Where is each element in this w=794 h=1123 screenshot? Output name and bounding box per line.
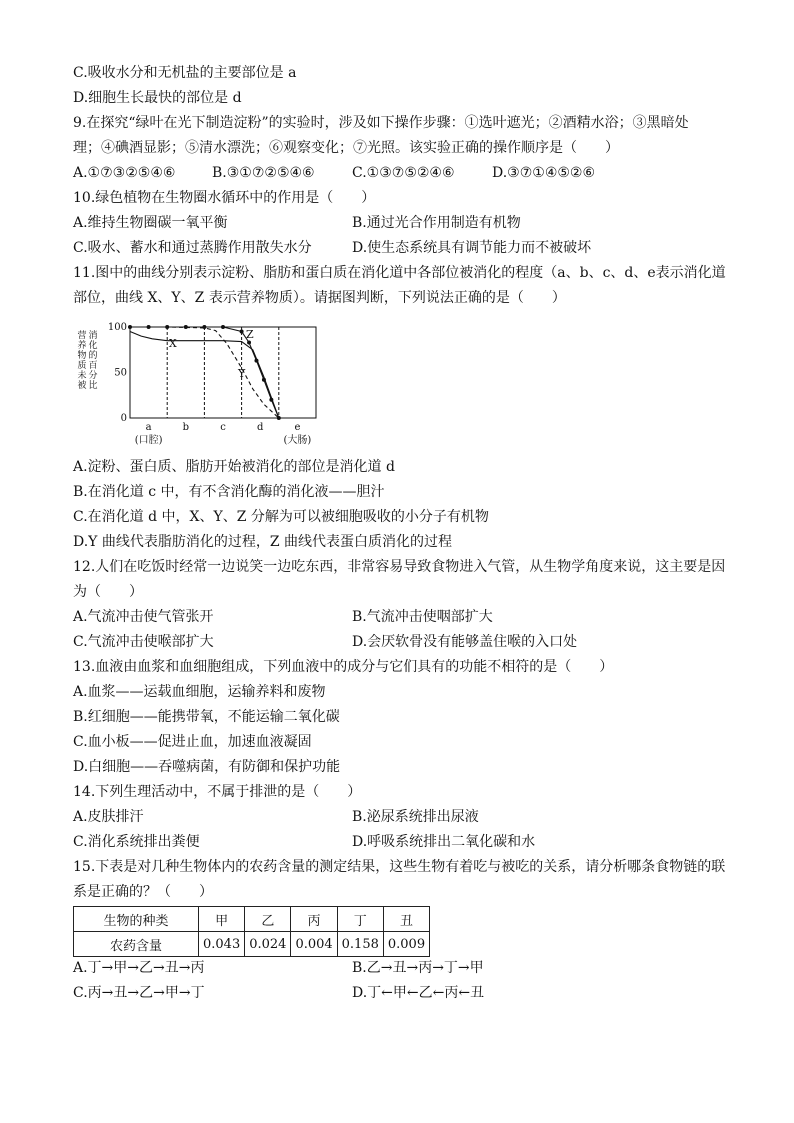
table-cell: 0.004 [291, 932, 337, 957]
chart-ylabel-char: 比 [88, 381, 98, 391]
q14-option-b: B.泌尿系统排出尿液 [352, 809, 479, 825]
q10-stem: 10.绿色植物在生物圈水循环中的作用是（ ） [73, 190, 376, 206]
q15-stem-line1: 15.下表是对几种生物体内的农药含量的测定结果，这些生物有着吃与被吃的关系，请分析哪条食物链的联 [73, 859, 726, 875]
q15-option-c: C.丙→丑→乙→甲→丁 [73, 985, 205, 1001]
q9-option-b: B.③①⑦②⑤④⑥ [212, 165, 315, 181]
chart-category-label: c [220, 422, 226, 433]
table-cell: 0.158 [337, 932, 383, 957]
chart-ytick-label: 0 [120, 413, 127, 424]
q8-option-d: D.细胞生长最快的部位是 d [73, 90, 242, 106]
q11-stem-line2: 部位，曲线 X、Y、Z 表示营养物质）。请据图判断，下列说法正确的是（ ） [73, 290, 566, 306]
q9-option-a: A.①⑦③②⑤④⑥ [73, 165, 176, 181]
pesticide-table [73, 906, 430, 957]
q14-option-c: C.消化系统排出粪便 [73, 834, 200, 850]
q10-option-c: C.吸水、蓄水和通过蒸腾作用散失水分 [73, 240, 312, 256]
table-row [74, 907, 430, 932]
q15-option-d: D.丁←甲←乙←丙←丑 [352, 985, 485, 1001]
chart-category-label: b [182, 422, 190, 433]
chart-ylabel-char: 百 [88, 361, 98, 371]
chart-point-z [254, 359, 258, 363]
q15-stem-line2: 系是正确的？（ ） [73, 884, 213, 900]
q14-option-a: A.皮肤排汗 [73, 809, 144, 825]
q10-option-a: A.维持生物圈碳一氧平衡 [73, 215, 228, 231]
q12-option-d: D.会厌软骨没有能够盖住喉的入口处 [352, 634, 578, 650]
table-cell: 0.009 [383, 932, 429, 957]
table-cell: 甲 [199, 907, 245, 932]
chart-category-label: e [294, 422, 301, 433]
q9-option-c: C.①③⑦⑤②④⑥ [352, 165, 455, 181]
q9-stem-line1: 9.在探究“绿叶在光下制造淀粉”的实验时，涉及如下操作步骤：①选叶遮光；②酒精水浴；③黑暗处 [73, 115, 689, 131]
chart-category-label: d [256, 422, 264, 433]
q10-option-d: D.使生态系统具有调节能力而不被破坏 [352, 240, 592, 256]
chart-ylabel-char: 分 [88, 371, 98, 381]
q14-option-d: D.呼吸系统排出二氧化碳和水 [352, 834, 536, 850]
chart-point-z [269, 398, 273, 402]
digestion-chart [73, 316, 363, 452]
q13-option-d: D.白细胞——吞噬病菌，有防御和保护功能 [73, 759, 341, 775]
q12-option-b: B.气流冲击使咽部扩大 [352, 609, 493, 625]
q10-option-b: B.通过光合作用制造有机物 [352, 215, 521, 231]
chart-series-label-x: X [168, 337, 177, 351]
q13-option-c: C.血小板——促进止血，加速血液凝固 [73, 734, 312, 750]
chart-ylabel-char: 消 [88, 331, 98, 341]
table-row [74, 932, 430, 957]
chart-y-axis-label [77, 329, 97, 391]
chart-category-note: (大肠) [283, 435, 312, 446]
chart-ylabel-char: 未 [77, 371, 87, 381]
chart-ylabel-char: 的 [88, 351, 98, 361]
q12-stem-line1: 12.人们在吃饭时经常一边说笑一边吃东西，非常容易导致食物进入气管，从生物学角度来说，这主要是因 [73, 559, 726, 575]
q14-stem: 14.下列生理活动中，不属于排泄的是（ ） [73, 784, 362, 800]
q9-stem-line2: 理；④碘酒显影；⑤清水漂洗；⑥观察变化；⑦光照。该实验正确的操作顺序是（ ） [73, 140, 619, 156]
q12-option-c: C.气流冲击使喉部扩大 [73, 634, 214, 650]
chart-ytick-label: 100 [107, 322, 127, 333]
chart-point-z [128, 325, 132, 329]
chart-ylabel-char: 化 [88, 341, 98, 351]
table-cell: 0.043 [199, 932, 245, 957]
q11-option-b: B.在消化道 c 中，有不含消化酶的消化液——胆汁 [73, 484, 385, 500]
chart-point-z [240, 330, 244, 334]
table-cell: 丑 [383, 907, 429, 932]
q15-option-a: A.丁→甲→乙→丑→丙 [73, 960, 205, 976]
table-cell: 农药含量 [74, 932, 199, 957]
table-cell: 丁 [337, 907, 383, 932]
q11-option-d: D.Y 曲线代表脂肪消化的过程，Z 曲线代表蛋白质消化的过程 [73, 534, 453, 550]
chart-ylabel-char: 营 [77, 331, 87, 341]
q11-option-c: C.在消化道 d 中，X、Y、Z 分解为可以被细胞吸收的小分子有机物 [73, 509, 489, 525]
digestion-chart-svg [73, 316, 363, 452]
q13-option-a: A.血浆——运载血细胞，运输养料和废物 [73, 684, 326, 700]
chart-point-z [247, 340, 251, 344]
chart-point-z [262, 378, 266, 382]
q11-stem-line1: 11.图中的曲线分别表示淀粉、脂肪和蛋白质在消化道中各部位被消化的程度（a、b、c、d、e表示消化道 [73, 265, 726, 281]
table-cell: 乙 [245, 907, 291, 932]
q12-option-a: A.气流冲击使气管张开 [73, 609, 214, 625]
chart-category-note: (口腔) [134, 435, 163, 446]
chart-point-z [202, 325, 206, 329]
chart-series-label-z: Z [245, 327, 254, 341]
chart-ylabel-char: 被 [77, 381, 87, 391]
table-cell: 丙 [291, 907, 337, 932]
q8-option-c: C.吸收水分和无机盐的主要部位是 a [73, 65, 297, 81]
chart-ylabel-char: 养 [77, 341, 87, 351]
chart-point-z [221, 325, 225, 329]
q15-option-b: B.乙→丑→丙→丁→甲 [352, 960, 484, 976]
chart-category-label: a [145, 422, 152, 433]
q13-stem: 13.血液由血浆和血细胞组成，下列血液中的成分与它们具有的功能不相符的是（ ） [73, 659, 614, 675]
q12-stem-line2: 为（ ） [73, 584, 143, 600]
q13-option-b: B.红细胞——能携带氧，不能运输二氧化碳 [73, 709, 340, 725]
chart-point-z [184, 325, 188, 329]
q9-option-d: D.③⑦①④⑤②⑥ [492, 165, 596, 181]
q11-option-a: A.淀粉、蛋白质、脂肪开始被消化的部位是消化道 d [73, 459, 395, 475]
chart-point-z [165, 325, 169, 329]
table-cell: 0.024 [245, 932, 291, 957]
chart-ytick-label: 50 [114, 367, 127, 379]
table-cell: 生物的种类 [74, 907, 199, 932]
chart-point-z [277, 416, 281, 420]
chart-point-z [147, 325, 151, 329]
chart-ylabel-char: 质 [77, 361, 87, 371]
chart-series-label-y: Y [237, 367, 246, 381]
chart-ylabel-char: 物 [77, 351, 87, 361]
